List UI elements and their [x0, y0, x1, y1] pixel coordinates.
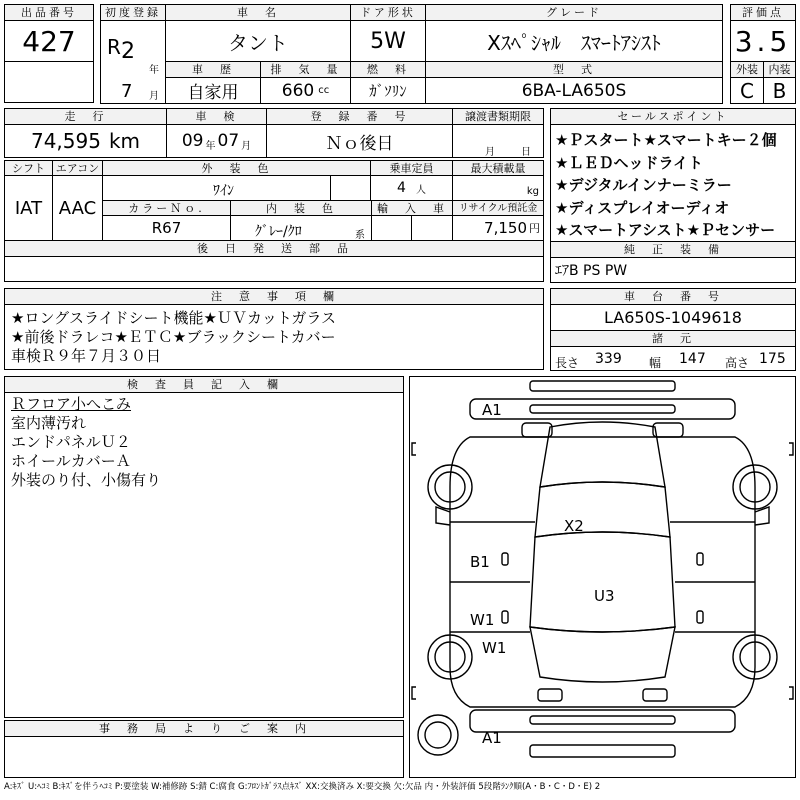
fuel: ｶﾞｿﾘﾝ — [350, 77, 426, 104]
note-line: ★ロングスライドシート機能★ＵＶカットガラス — [11, 309, 336, 327]
interior-color-label: 内 装 色 — [230, 200, 372, 216]
sales-point: ★スマートアシスト★Ｐセンサー — [555, 221, 776, 239]
insp-year: 09 — [181, 131, 204, 151]
door: 5W — [350, 20, 426, 62]
recycle-unit: 円 — [529, 222, 540, 235]
lot-no-label: 出品番号 — [4, 4, 94, 21]
spec-label: 諸 元 — [550, 330, 796, 347]
mileage: 74,595 — [30, 129, 101, 153]
reg-month-unit: 月 — [149, 91, 159, 102]
exterior-color: ﾜｲﾝ — [213, 183, 234, 199]
reg-year: 2 — [121, 39, 135, 64]
interior-color: ｸﾞﾚｰ/ｸﾛ — [255, 224, 302, 240]
inspector-line: ホイールカバーＡ — [11, 452, 131, 470]
sales-label: セールスポイント — [550, 108, 796, 125]
transfer-cell — [452, 124, 544, 158]
recycle-cell — [452, 215, 544, 241]
grade: Xｽﾍﾟｼｬﾙ ｽﾏｰﾄｱｼｽﾄ — [425, 20, 723, 62]
inspector-line: 室内薄汚れ — [11, 414, 87, 432]
int-score: B — [763, 77, 796, 104]
ac-label: エアコン — [52, 160, 103, 176]
exterior-color-cell — [102, 175, 331, 201]
note-line: ★前後ドラレコ★ＥＴＣ★ブラックシートカバー — [11, 328, 336, 346]
capacity-label: 乗車定員 — [370, 160, 453, 176]
insp-month: 07 — [217, 131, 240, 151]
color-no: R67 — [102, 215, 231, 241]
legend: A:ｷｽﾞ U:ﾍｺﾐ B:ｷｽﾞを伴うﾍｺﾐ P:要塗装 W:補修跡 S:錆 C:腐食 G:ﾌﾛﾝﾄｶﾞﾗｽ点ｷｽﾞ XX:交換済み X:要交換 欠:欠品 内・外装評価 5段階ﾗﾝｸ順(A・B・C・D・E) 2 — [4, 782, 601, 792]
reg-month: 7 — [121, 81, 133, 102]
mileage-cell — [4, 124, 167, 158]
ac: AAC — [52, 175, 103, 241]
width-label: 幅 — [649, 356, 662, 370]
insp-month-unit: 月 — [241, 140, 252, 152]
grade-label: グレード — [425, 4, 723, 21]
transfer-month-unit: 月 — [485, 147, 495, 158]
interior-unit: 系 — [355, 230, 365, 241]
mark-u3: U3 — [594, 587, 615, 605]
mark-x2: X2 — [564, 517, 584, 535]
car-name: タント — [165, 20, 351, 62]
notes-body — [4, 304, 544, 370]
score: 3.5 — [730, 20, 796, 62]
color-no-label: カラーＮｏ. — [102, 200, 231, 216]
mark-w1-side: W1 — [470, 611, 495, 629]
recycle-label: リサイクル預託金 — [452, 200, 544, 216]
genuine-label: 純 正 装 備 — [550, 241, 796, 258]
insp-year-unit: 年 — [205, 140, 216, 152]
sales-point: ★ディスプレイオーディオ — [555, 198, 730, 217]
fuel-label: 燃 料 — [350, 61, 426, 78]
history: 自家用 — [165, 77, 261, 104]
sales-point: ★Ｐスタート★スマートキー２個 — [555, 131, 777, 149]
interior-color-cell — [230, 215, 372, 241]
inspection-cell — [166, 124, 267, 158]
import-label: 輸 入 車 — [371, 200, 453, 216]
int-label: 内装 — [763, 61, 796, 78]
max-load-cell — [452, 175, 544, 201]
car-name-label: 車 名 — [165, 4, 351, 21]
max-load-unit: kg — [526, 186, 539, 197]
import-b — [411, 215, 453, 241]
displacement-cell — [260, 77, 351, 104]
inspector-line: エンドパネルＵ２ — [11, 433, 131, 451]
reg-no: Ｎｏ後日 — [266, 124, 453, 158]
max-load-label: 最大積載量 — [452, 160, 544, 176]
length: 339 — [595, 351, 622, 367]
width: 147 — [679, 351, 706, 367]
genuine: ｴｱB PS PW — [550, 257, 796, 283]
first-reg-box — [100, 20, 166, 104]
ext-score: C — [730, 77, 764, 104]
displacement-unit: cc — [318, 85, 330, 96]
transfer-day-unit: 日 — [521, 147, 531, 158]
height: 175 — [759, 351, 786, 367]
model: 6BA-LA650S — [425, 77, 723, 104]
height-label: 高さ — [725, 356, 750, 370]
later-parts-label: 後 日 発 送 部 品 — [4, 240, 544, 257]
ext-label: 外装 — [730, 61, 764, 78]
car-outline-icon — [410, 377, 795, 777]
score-label: 評価点 — [730, 4, 796, 21]
capacity: 4 — [397, 180, 406, 196]
displacement: 660 — [281, 80, 315, 101]
model-label: 型 式 — [425, 61, 723, 78]
shift: IAT — [4, 175, 53, 241]
office-body — [4, 736, 404, 778]
inspector-body — [4, 392, 404, 718]
sales-point: ★ＬＥＤヘッドライト — [555, 153, 703, 172]
office-label: 事 務 局 よ り ご 案 内 — [4, 720, 404, 737]
inspector-line: 外装のり付、小傷有り — [11, 471, 162, 489]
first-reg-label: 初度登録 — [100, 4, 166, 21]
mark-w1-wheel: W1 — [482, 639, 507, 657]
capacity-cell — [370, 175, 453, 201]
exterior-color-extra — [330, 175, 371, 201]
sales-points — [550, 124, 796, 242]
displacement-label: 排 気 量 — [260, 61, 351, 78]
lot-no-blank — [4, 61, 94, 103]
mark-a1-rear: A1 — [482, 729, 502, 747]
inspection-label: 車 検 — [166, 108, 267, 125]
spec-row — [550, 346, 796, 371]
chassis-label: 車 台 番 号 — [550, 288, 796, 305]
reg-year-unit: 年 — [149, 65, 159, 76]
shift-label: シフト — [4, 160, 53, 176]
lot-no: 427 — [4, 20, 94, 62]
exterior-color-label: 外 装 色 — [102, 160, 371, 176]
inspector-label: 検 査 員 記 入 欄 — [4, 376, 404, 393]
mileage-label: 走 行 — [4, 108, 167, 125]
capacity-unit: 人 — [415, 184, 426, 196]
note-line: 車検Ｒ９年７月３０日 — [11, 347, 162, 365]
notes-label: 注 意 事 項 欄 — [4, 288, 544, 305]
chassis-no: LA650S-1049618 — [550, 304, 796, 331]
inspector-line: Ｒフロア小へこみ — [11, 395, 132, 413]
length-label: 長さ — [555, 356, 580, 370]
sales-point: ★デジタルインナーミラー — [555, 176, 732, 194]
mark-a1-front: A1 — [482, 401, 502, 419]
mark-b1: B1 — [470, 553, 490, 571]
era: R — [107, 35, 121, 59]
import-a — [371, 215, 412, 241]
later-parts — [4, 256, 544, 282]
door-label: ドア形状 — [350, 4, 426, 21]
car-diagram — [409, 376, 796, 778]
mileage-unit: km — [108, 129, 141, 153]
recycle: 7,150 — [484, 219, 527, 237]
history-label: 車 歴 — [165, 61, 261, 78]
transfer-label: 譲渡書類期限 — [452, 108, 544, 125]
reg-no-label: 登 録 番 号 — [266, 108, 453, 125]
